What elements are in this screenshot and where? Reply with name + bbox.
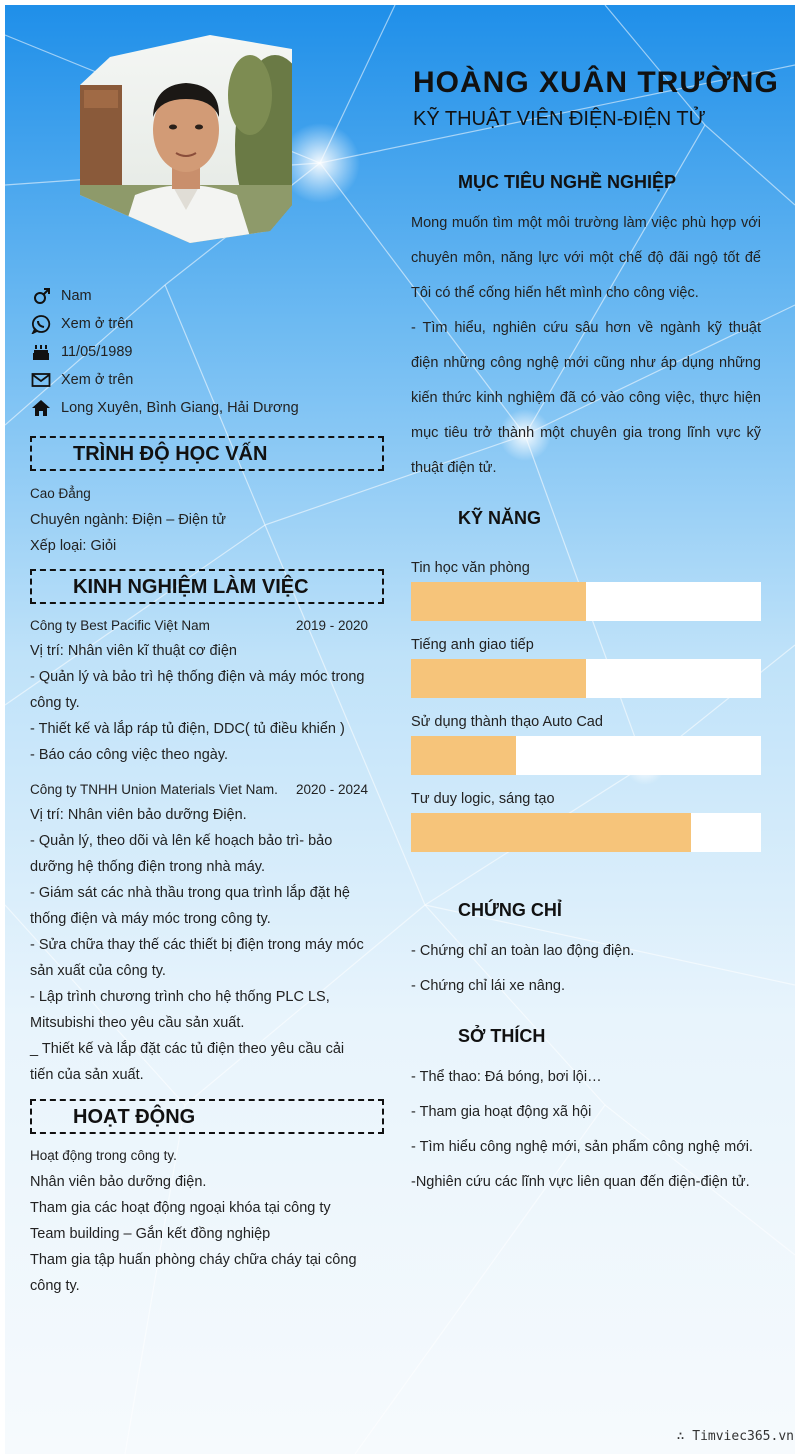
job-1-duty: - Quản lý và bảo trì hệ thống điện và máy móc trong công ty. bbox=[30, 669, 365, 711]
contact-gender bbox=[30, 282, 390, 310]
experience-heading-box bbox=[30, 569, 384, 604]
contact-address bbox=[30, 394, 390, 422]
mail-icon bbox=[30, 369, 52, 391]
skill-label: Tin học văn phòng bbox=[411, 560, 530, 576]
hobbies-list bbox=[411, 1060, 771, 1200]
job-1-duty: - Báo cáo công việc theo ngày. bbox=[30, 747, 229, 763]
activity-item: Tham gia các hoạt động ngoại khóa tại công ty bbox=[30, 1200, 331, 1216]
education-heading-box bbox=[30, 436, 384, 471]
contact-info bbox=[30, 282, 390, 422]
hobby-item: -Nghiên cứu các lĩnh vực liên quan đến điện-điện tử. bbox=[411, 1174, 750, 1190]
education-grade: Xếp loại: Giỏi bbox=[30, 538, 117, 554]
certificate-item: - Chứng chỉ an toàn lao động điện. bbox=[411, 943, 635, 959]
contact-email-text: Xem ở trên bbox=[61, 372, 134, 388]
job-1-period: 2019 - 2020 bbox=[296, 618, 369, 633]
certificates-heading: CHỨNG CHỈ bbox=[458, 900, 562, 920]
contact-address-text: Long Xuyên, Bình Giang, Hải Dương bbox=[61, 400, 299, 416]
education-heading: TRÌNH ĐỘ HỌC VẤN bbox=[73, 443, 268, 465]
activity-item: Team building – Gắn kết đồng nghiệp bbox=[30, 1226, 271, 1242]
skill-bar-fill bbox=[411, 813, 691, 852]
job-2-duty: _ Thiết kế và lắp đặt các tủ điện theo yêu cầu cải tiến của sản xuất. bbox=[30, 1041, 345, 1083]
candidate-name: HOÀNG XUÂN TRƯỜNG bbox=[413, 66, 779, 99]
contact-birthday bbox=[30, 338, 390, 366]
job-2-duty: - Quản lý, theo dõi và lên kế hoạch bảo trì- bảo dưỡng hệ thống điện trong nhà máy. bbox=[30, 833, 333, 875]
objective-paragraph: - Tìm hiểu, nghiên cứu sâu hơn về ngành kỹ thuật điện những công nghệ mới cũng như áp dụng những kiến thức kinh nghiệm đã có vào công việc, thực hiện mục tiêu trở thành một chuyên gia trong lĩnh vực kỹ thuật điện tử. bbox=[411, 320, 761, 476]
job-1-position: Vị trí: Nhân viên kĩ thuật cơ điện bbox=[30, 643, 237, 659]
gender-icon bbox=[30, 285, 52, 307]
job-2-duty: - Sửa chữa thay thế các thiết bị điện trong máy móc sản xuất của công ty. bbox=[30, 937, 364, 979]
activities-heading: HOẠT ĐỘNG bbox=[73, 1106, 196, 1128]
hobby-item: - Tìm hiểu công nghệ mới, sản phẩm công nghệ mới. bbox=[411, 1139, 753, 1155]
activities-section bbox=[30, 1143, 370, 1299]
contact-birthday-text: 11/05/1989 bbox=[61, 344, 133, 360]
objective-heading: MỤC TIÊU NGHỀ NGHIỆP bbox=[458, 172, 677, 192]
objective-paragraph: Mong muốn tìm một môi trường làm việc phù hợp với chuyên môn, năng lực với một chế độ đãi ngộ tốt để Tôi có thể cống hiến hết mình cho công việc. bbox=[411, 215, 761, 301]
birthday-cake-icon bbox=[30, 341, 52, 363]
contact-email bbox=[30, 366, 390, 394]
experience-heading: KINH NGHIỆM LÀM VIỆC bbox=[73, 576, 309, 598]
watermark[interactable]: ∴ Timviec365.vn bbox=[676, 1429, 794, 1444]
job-2-company: Công ty TNHH Union Materials Viet Nam. bbox=[30, 782, 278, 797]
profile-photo bbox=[80, 35, 292, 243]
skill-label: Tư duy logic, sáng tạo bbox=[411, 791, 555, 807]
skill-bar bbox=[411, 659, 761, 698]
education-school: Cao Đẳng bbox=[30, 486, 91, 501]
skill-bar bbox=[411, 736, 761, 775]
contact-phone-text: Xem ở trên bbox=[61, 316, 134, 332]
skill-label: Tiếng anh giao tiếp bbox=[411, 637, 534, 653]
education-major: Chuyên ngành: Điện – Điện tử bbox=[30, 512, 226, 528]
certificate-item: - Chứng chỉ lái xe nâng. bbox=[411, 978, 565, 994]
job-1-details bbox=[30, 638, 380, 768]
skill-bar-fill bbox=[411, 736, 516, 775]
home-icon bbox=[30, 397, 52, 419]
skill-bar bbox=[411, 582, 761, 621]
whatsapp-icon bbox=[30, 313, 52, 335]
job-title: KỸ THUẬT VIÊN ĐIỆN-ĐIỆN TỬ bbox=[413, 108, 706, 130]
contact-gender-text: Nam bbox=[61, 288, 92, 304]
hobby-item: - Thể thao: Đá bóng, bơi lội… bbox=[411, 1069, 602, 1085]
activity-item: Nhân viên bảo dưỡng điện. bbox=[30, 1174, 207, 1190]
skills-heading: KỸ NĂNG bbox=[458, 508, 542, 528]
education-section bbox=[30, 481, 380, 559]
certificates-list bbox=[411, 934, 771, 1004]
job-2-details bbox=[30, 802, 365, 1088]
job-2-position: Vị trí: Nhân viên bảo dưỡng Điện. bbox=[30, 807, 247, 823]
skill-bar-fill bbox=[411, 659, 586, 698]
activities-heading-box bbox=[30, 1099, 384, 1134]
job-2-period: 2020 - 2024 bbox=[296, 782, 369, 797]
objective-text bbox=[411, 206, 761, 486]
activities-org: Hoạt động trong công ty. bbox=[30, 1148, 177, 1163]
job-2-duty: - Lập trình chương trình cho hệ thống PLC LS, Mitsubishi theo yêu cầu sản xuất. bbox=[30, 989, 330, 1031]
job-2-duty: - Giám sát các nhà thầu trong qua trình lắp đặt hệ thống điện và máy móc trong công ty. bbox=[30, 885, 350, 927]
activity-item: Tham gia tập huấn phòng cháy chữa cháy tại công công ty. bbox=[30, 1252, 357, 1294]
hobbies-heading: SỞ THÍCH bbox=[458, 1026, 546, 1046]
skill-label: Sử dụng thành thạo Auto Cad bbox=[411, 714, 603, 730]
job-1-company: Công ty Best Pacific Việt Nam bbox=[30, 618, 210, 633]
hobby-item: - Tham gia hoạt động xã hội bbox=[411, 1104, 592, 1120]
contact-phone bbox=[30, 310, 390, 338]
job-1-duty: - Thiết kế và lắp ráp tủ điện, DDC( tủ điều khiển ) bbox=[30, 721, 345, 737]
skill-bar-fill bbox=[411, 582, 586, 621]
skill-bar bbox=[411, 813, 761, 852]
